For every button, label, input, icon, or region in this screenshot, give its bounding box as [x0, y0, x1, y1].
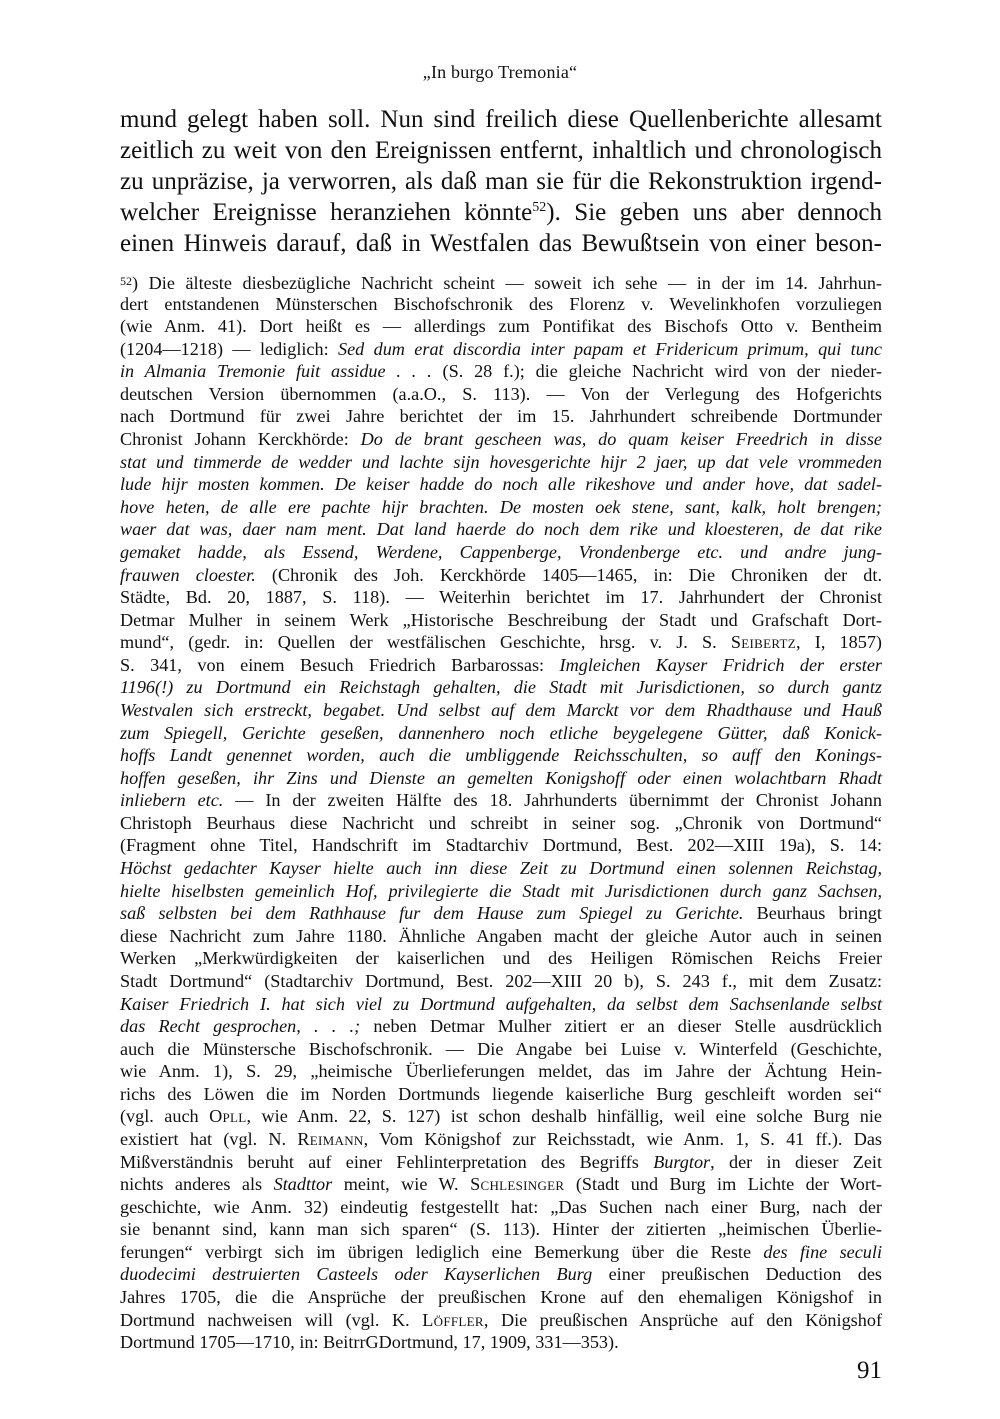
body-line-4-text: welcher Ereignisse heranziehen könnte — [120, 199, 533, 226]
body-line-4-tail: ). Sie geben uns aber dennoch — [546, 199, 883, 226]
chronicle-quote: lude hijr mosten kommen. De keiser hadde do noch alle rikeshove und ander hove, dat sadel- — [120, 474, 882, 495]
footnote-line — [120, 360, 882, 383]
footnote-line — [120, 902, 882, 925]
body-line-2: zeitlich zu weit von den Ereignissen entfernt, inhaltlich und chronologisch — [120, 137, 882, 164]
footnote-line — [120, 1173, 882, 1196]
footnote-number: 52 — [120, 274, 132, 288]
footnote-line: auch die Münstersche Bischofschronik. — Die Angabe bei Luise v. Winterfeld (Geschichte, — [120, 1038, 882, 1059]
footnote-text: einer preußischen Deduction des — [592, 1264, 882, 1285]
footnote-line — [120, 496, 882, 519]
footnote-line — [120, 1128, 882, 1151]
page-number: 91 — [857, 1357, 882, 1384]
footnote-text: existiert hat (vgl. N. — [120, 1128, 298, 1149]
footnote-line: deutschen Version übernommen (a.a.O., S. 113). — Von der Verlegung des Hofgerichts — [120, 383, 882, 404]
footnote-line — [120, 722, 882, 745]
footnote-line — [120, 744, 882, 767]
author-name: Schlesinger — [470, 1174, 565, 1195]
main-body-text — [120, 104, 882, 259]
body-line-3: zu unpräzise, ja verworren, als daß man sie für die Rekonstruktion irgend- — [120, 168, 882, 195]
chronicle-quote: stat und timmerde de wedder und lachte sijn hovesgerichte hijr 2 jaer, up dat vele vrommeden — [120, 451, 882, 472]
footnote-line — [120, 631, 882, 654]
footnote-line: Christoph Beurhaus diese Nachricht und schreibt in seiner sog. „Chronik von Dortmund“ — [120, 812, 882, 833]
footnote-line — [120, 518, 882, 541]
latin-quote: in Almania Tremonie fuit assidue . . . — [120, 361, 432, 382]
footnote-line: (wie Anm. 41). Dort heißt es — allerdings zum Pontifikat des Bischofs Otto v. Bentheim — [120, 316, 882, 337]
footnote-text: neben Detmar Mulher zitiert er an dieser Stelle ausdrücklich — [360, 1016, 882, 1037]
footnote-text: mund“, (gedr. in: Quellen der westfälischen Geschichte, hrsg. v. J. S. — [120, 632, 731, 653]
footnote-line: richs des Löwen die im Norden Dortmunds liegende kaiserliche Burg geschleift worden sei“ — [120, 1083, 882, 1104]
footnote-text: nichts anderes als — [120, 1174, 274, 1195]
latin-quote: Sed dum erat discordia inter papam et Fridericum primum, qui tunc — [338, 338, 882, 359]
chronicle-quote: frauwen cloester. — [120, 564, 256, 585]
chronicle-quote: zum Spiegell, Gerichte geseßen, dannenhero noch etliche beygelegene Gütter, daß Konick- — [120, 722, 882, 743]
chronicle-quote: Kaiser Friedrich I. hat sich viel zu Dortmund aufgehalten, da selbst dem Sachsenlande selbst — [120, 993, 882, 1014]
footnote-52 — [120, 270, 882, 1354]
footnote-line — [120, 676, 882, 699]
footnote-text: S. 341, von einem Besuch Friedrich Barbarossas: — [120, 654, 560, 675]
author-name: Opll — [209, 1106, 247, 1127]
footnote-line: Jahres 1705, die die Ansprüche der preußischen Krone auf den ehemaligen Königshof in — [120, 1287, 882, 1308]
footnote-text: , I, 1857) — [796, 632, 882, 653]
body-line-1: mund gelegt haben soll. Nun sind freilich diese Quellenberichte allesamt — [120, 106, 882, 133]
footnote-line — [120, 789, 882, 812]
footnote-line — [120, 699, 882, 722]
footnote-text: (Chronik des Joh. Kerckhörde 1405—1465, in: Die Chroniken der dt. — [255, 564, 883, 585]
author-name: Seibertz — [730, 632, 797, 653]
archival-quote: duodecimi destruierten Casteels oder Kayserlichen Burg — [120, 1264, 593, 1285]
footnote-line — [120, 767, 882, 790]
footnote-line — [120, 1015, 882, 1038]
footnote-text: meint, wie W. — [332, 1174, 471, 1195]
footnote-line — [120, 857, 882, 880]
footnote-text: Beurhaus bringt — [743, 903, 882, 924]
author-name: Reimann — [297, 1128, 364, 1149]
term: Stadttor — [273, 1174, 333, 1195]
footnote-text: , Vom Königshof zur Reichsstadt, wie Anm. 1, S. 41 ff.). Das — [363, 1128, 882, 1149]
running-header: „In burgo Tremonia“ — [422, 62, 578, 82]
footnote-line: diese Nachricht zum Jahre 1180. Ähnliche Angaben macht der gleiche Autor auch in seinen — [120, 925, 882, 946]
chronicle-quote: 1196(!) zu Dortmund ein Reichstagh gehalten, die Stadt mit Jurisdictionen, so durch gantz — [120, 677, 882, 698]
footnote-text: Dortmund nachweisen will (vgl. K. — [120, 1309, 423, 1330]
chronicle-quote: Imgleichen Kayser Fridrich der erster — [559, 654, 882, 675]
footnote-text: , Die preußischen Ansprüche auf den Königshof — [483, 1309, 882, 1330]
footnote-line: Stadt Dortmund“ (Stadtarchiv Dortmund, Best. 202—XIII 20 b), S. 243 f., mit dem Zusatz: — [120, 970, 882, 991]
footnote-text: — In der zweiten Hälfte des 18. Jahrhunderts übernimmt der Chronist Johann — [223, 790, 882, 811]
footnote-text: , der in dieser Zeit — [710, 1151, 882, 1172]
footnote-line — [120, 541, 882, 564]
footnote-text: ferungen“ verbirgt sich im übrigen lediglich eine Bemerkung über die Reste — [120, 1241, 764, 1262]
footnote-line — [120, 270, 882, 293]
chronicle-quote: hielte hiselbsten gemeinlich Hof, privilegierte die Stadt mit Jurisdictionen durch ganz Sachsen, — [120, 880, 882, 901]
footnote-line: geschichte, wie Anm. 32) eindeutig festgestellt hat: „Das Suchen nach einer Burg, nach der — [120, 1196, 882, 1217]
footnote-line — [120, 993, 882, 1016]
footnote-line — [120, 1263, 882, 1286]
footnote-line — [120, 1151, 882, 1174]
footnote-line — [120, 428, 882, 451]
footnote-line: sie benannt sind, kann man sich sparen“ (S. 113). Hinter der zitierten „heimischen Überlie- — [120, 1219, 882, 1240]
footnote-line — [120, 451, 882, 474]
footnote-line: wie Anm. 1), S. 29, „heimische Überlieferungen meldet, das im Jahre der Ächtung Hein- — [120, 1061, 882, 1082]
chronicle-quote: gemaket hadde, als Essend, Werdene, Cappenberge, Vrondenberge etc. und andre jung- — [120, 541, 882, 562]
footnote-line — [120, 473, 882, 496]
footnote-line — [120, 880, 882, 903]
footnote-text: (vgl. auch — [120, 1106, 210, 1127]
chronicle-quote: hoffen geseßen, ihr Zins und Dienste an gemelten Konigshoff oder einen wolachtbarn Rhadt — [120, 767, 882, 788]
footnote-line: Detmar Mulher in seinem Werk „Historische Beschreibung der Stadt und Grafschaft Dort- — [120, 609, 882, 630]
chronicle-quote: Höchst gedachter Kayser hielte auch inn diese Zeit zu Dortmund einen solennen Reichstag, — [120, 858, 882, 879]
footnote-line: (Fragment ohne Titel, Handschrift im Stadtarchiv Dortmund, Best. 202—XIII 19a), S. 14: — [120, 835, 882, 856]
footnote-text: (S. 28 f.); die gleiche Nachricht wird von der nieder- — [431, 361, 882, 382]
footnote-text: Mißverständnis beruht auf einer Fehlinterpretation des Begriffs — [120, 1151, 654, 1172]
footnote-line: Werken „Merkwürdigkeiten der kaiserlichen und des Heiligen Römischen Reichs Freier — [120, 948, 882, 969]
body-line-5: einen Hinweis darauf, daß in Westfalen das Bewußtsein von einer beson- — [120, 230, 882, 257]
footnote-line: nach Dortmund für zwei Jahre berichtet der im 15. Jahrhundert schreibende Dortmunder — [120, 406, 882, 427]
footnote-text: Chronist Johann Kerckhörde: — [120, 429, 361, 450]
footnote-reference[interactable]: 52 — [532, 200, 547, 215]
chronicle-quote: waer dat was, daer nam ment. Dat land haerde do noch dem rike und kloesteren, de dat rike — [120, 519, 882, 540]
chronicle-quote: saß selbsten bei dem Rathhause fur dem Hause zum Spiegel zu Gerichte. — [120, 903, 744, 924]
chronicle-quote: Do de brant gescheen was, do quam keiser Freedrich in disse — [360, 429, 883, 450]
body-line-4 — [120, 197, 882, 228]
footnote-line: Städte, Bd. 20, 1887, S. 118). — Weiterhin berichtet im 17. Jahrhundert der Chronist — [120, 587, 882, 608]
author-name: Löffler — [422, 1309, 484, 1330]
chronicle-quote: das Recht gesprochen, . . .; — [120, 1016, 361, 1037]
chronicle-quote: Westvalen sich erstreckt, begabet. Und selbst auf dem Marckt vor dem Rhadthause und Hauß — [120, 699, 882, 720]
footnote-text: (Stadt und Burg im Lichte der Wort- — [564, 1174, 882, 1195]
footnote-line — [120, 338, 882, 361]
footnote-line — [120, 1105, 882, 1128]
chronicle-quote: inliebern etc. — [120, 790, 224, 811]
footnote-line — [120, 654, 882, 677]
term: Burgtor — [653, 1151, 711, 1172]
footnote-text: (1204—1218) — lediglich: — [120, 338, 338, 359]
chronicle-quote: hoffs Landt genennet worden, auch die umbliggende Reichsschulten, so auff den Konings- — [120, 745, 882, 766]
footnote-line — [120, 1309, 882, 1332]
footnote-text: ) Die älteste diesbezügliche Nachricht scheint — soweit ich sehe — in der im 14. Jahrhun- — [132, 273, 882, 293]
archival-quote: des fine seculi — [763, 1241, 882, 1262]
chronicle-quote: hove heten, de alle ere pachte hijr brachten. De mosten oek stene, sant, kalk, holt brengen; — [120, 496, 882, 517]
footnote-line — [120, 1241, 882, 1264]
footnote-line: dert entstandenen Münsterschen Bischofschronik des Florenz v. Wevelinkhofen vorzuliegen — [120, 293, 882, 314]
footnote-line: Dortmund 1705—1710, in: BeitrrGDortmund, 17, 1909, 331—353). — [120, 1332, 619, 1353]
footnote-line — [120, 564, 882, 587]
footnote-text: , wie Anm. 22, S. 127) ist schon deshalb hinfällig, weil eine solche Burg nie — [246, 1106, 882, 1127]
